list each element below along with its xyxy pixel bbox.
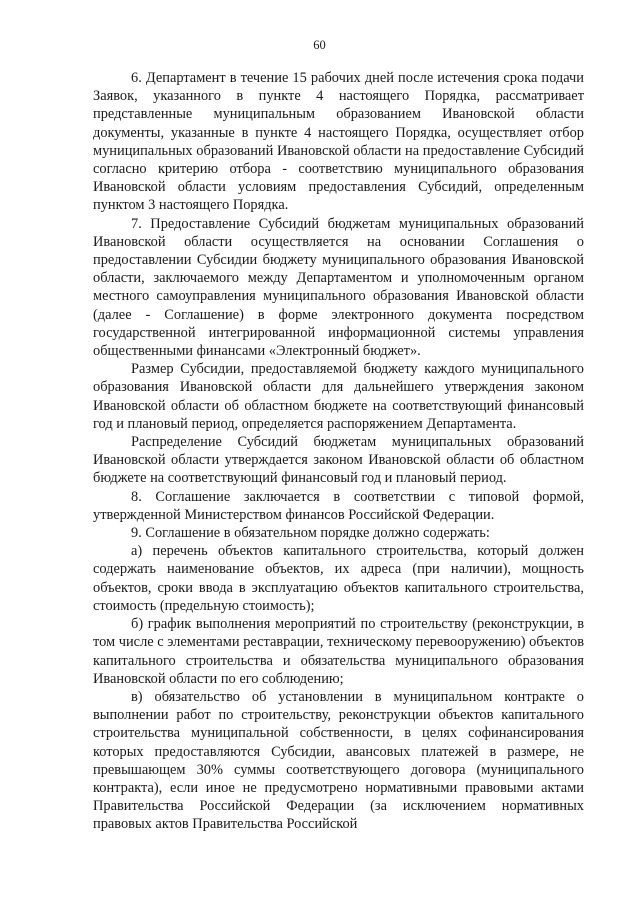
- document-body: [93, 69, 584, 834]
- paragraph-8-standard-form: 8. Соглашение заключается в соответствии с типовой формой, утвержденной Министерством финансов Российской Федерации.: [93, 488, 584, 523]
- page-number: 60: [313, 38, 326, 52]
- list-item-c: в) обязательство об установлении в муниципальном контракте о выполнении работ по строительству, реконструкции объектов капитального строительства муниципальной собственности, в целях софинансирования которых предоставляются Субсидии, авансовых платежей в размере, не превышающем 30% суммы соответствующего договора (муниципального контракта), если иное не предусмотрено нормативными правовыми актами Правительства Российской Федерации (за исключением нормативных правовых актов Правительства Российской: [93, 688, 584, 833]
- paragraph-subsidy-distribution: Распределение Субсидий бюджетам муниципальных образований Ивановской области утверждается законом Ивановской области об областном бюджете на соответствующий финансовый год и плановый период.: [93, 434, 584, 487]
- list-item-b: б) график выполнения мероприятий по строительству (реконструкции, в том числе с элементами реставрации, техническому перевооружению) объектов капитального строительства и обязательства муниципального образования Ивановской области по его соблюдению;: [93, 616, 584, 687]
- paragraph-subsidy-amount: Размер Субсидии, предоставляемой бюджету каждого муниципального образования Ивановской области для дальнейшего утверждения законом Ивановской области об областном бюджете на соответствующий финансовый год и плановый период, определяется распоряжением Департамента.: [93, 361, 584, 432]
- paragraph-9-contents: 9. Соглашение в обязательном порядке должно содержать:: [131, 525, 490, 542]
- paragraph-7-agreement: 7. Предоставление Субсидий бюджетам муниципальных образований Ивановской области осуществляется на основании Соглашения о предоставлении Субсидии бюджету муниципального образования Ивановской области, заключаемого между Департаментом и уполномоченным органом местного самоуправления муниципального образования Ивановской области (далее - Соглашение) в форме электронного документа посредством государственной интегрированной информационной системы управления общественными финансами «Электронный бюджет».: [93, 215, 584, 360]
- list-item-a: а) перечень объектов капитального строительства, который должен содержать наименование объектов, их адреса (при наличии), мощность объектов, сроки ввода в эксплуатацию объектов капитального строительства, стоимость (предельную стоимость);: [93, 543, 584, 614]
- paragraph-6-selection: 6. Департамент в течение 15 рабочих дней после истечения срока подачи Заявок, указанного в пункте 4 настоящего Порядка, рассматривает представленные муниципальным образованием Ивановской области документы, указанные в пункте 4 настоящего Порядка, осуществляет отбор муниципальных образований Ивановской области на предоставление Субсидий согласно критерию отбора - соответствию муниципального образования Ивановской области условиям предоставления Субсидий, определенным пунктом 3 настоящего Порядка.: [93, 70, 584, 214]
